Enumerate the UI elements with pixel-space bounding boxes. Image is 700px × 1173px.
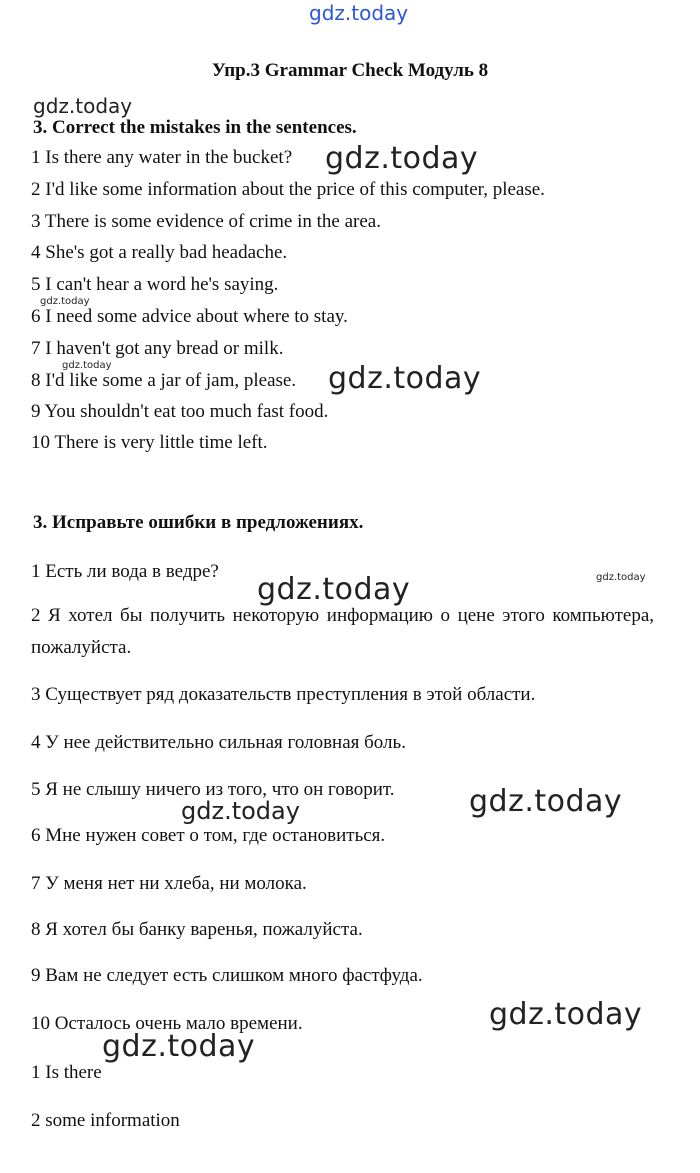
sentence-en: 2 I'd like some information about the price of this computer, please. — [31, 179, 545, 200]
sentence-en: 1 Is there any water in the bucket? — [31, 147, 293, 168]
sentence-ru: 7 У меня нет ни хлеба, ни молока. — [31, 873, 307, 894]
sentence-ru: 5 Я не слышу ничего из того, что он говорит. — [31, 779, 395, 800]
page-title: Упр.3 Grammar Check Модуль 8 — [211, 60, 489, 81]
section-heading-en: 3. Correct the mistakes in the sentences. — [33, 117, 357, 138]
sentence-ru: 2 Я хотел бы получить некоторую информацию о цене этого компьютера, пожалуйста. — [31, 605, 654, 658]
sentence-en: 10 There is very little time left. — [31, 432, 268, 453]
watermark: gdz.today — [489, 997, 643, 1032]
sentence-ru: 9 Вам не следует есть слишком много фастфуда. — [31, 965, 423, 986]
sentence-ru: 1 Есть ли вода в ведре? — [31, 561, 219, 582]
watermark: gdz.today — [33, 94, 133, 118]
watermark: gdz.today — [469, 784, 623, 819]
watermark: gdz.today — [181, 797, 300, 825]
sentence-en: 9 You shouldn't eat too much fast food. — [31, 401, 329, 422]
watermark: gdz.today — [325, 141, 479, 176]
watermark: gdz.today — [328, 361, 482, 396]
sentence-ru: 3 Существует ряд доказательств преступления в этой области. — [31, 684, 536, 705]
sentence-en: 6 I need some advice about where to stay. — [31, 306, 348, 327]
sentence-en: 4 She's got a really bad headache. — [31, 242, 288, 263]
sentence-ru: 10 Осталось очень мало времени. — [31, 1013, 303, 1034]
sentence-ru: 8 Я хотел бы банку варенья, пожалуйста. — [31, 919, 363, 940]
watermark: gdz.today — [102, 1029, 256, 1064]
watermark-small: gdz.today — [40, 296, 90, 307]
sentence-ru: 6 Мне нужен совет о том, где остановиться. — [31, 825, 386, 846]
sentence-en: 7 I haven't got any bread or milk. — [31, 338, 284, 359]
sentence-en: 8 I'd like some a jar of jam, please. — [31, 370, 297, 391]
sentence-ru: 4 У нее действительно сильная головная боль. — [31, 732, 406, 753]
answer-line: 1 Is there — [31, 1062, 102, 1083]
watermark: gdz.today — [257, 572, 411, 607]
sentence-en: 3 There is some evidence of crime in the area. — [31, 211, 381, 232]
watermark-top: gdz.today — [309, 1, 409, 25]
sentence-en: 5 I can't hear a word he's saying. — [31, 274, 279, 295]
watermark-small: gdz.today — [62, 360, 112, 371]
section-heading-ru: 3. Исправьте ошибки в предложениях. — [33, 512, 364, 533]
answer-line: 2 some information — [31, 1110, 180, 1131]
watermark-small: gdz.today — [596, 572, 646, 583]
